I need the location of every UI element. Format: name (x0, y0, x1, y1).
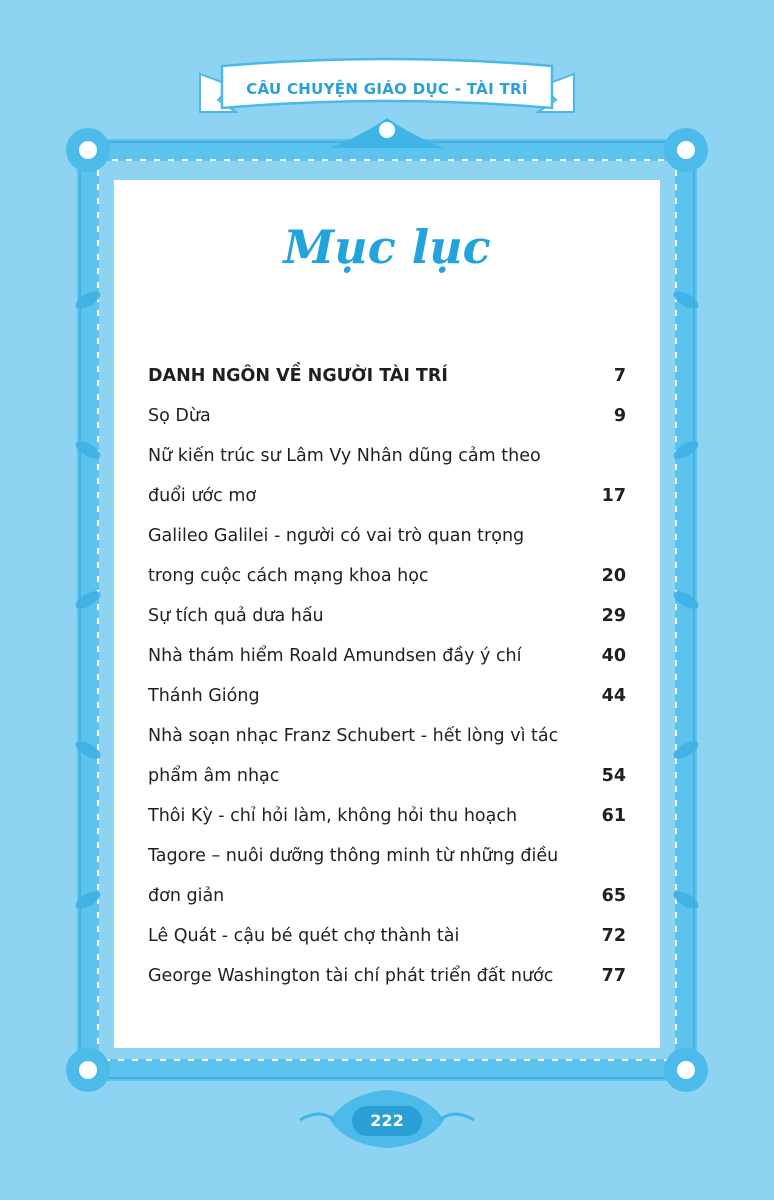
toc-entry-page: 65 (601, 886, 626, 906)
content-panel (114, 180, 660, 1048)
toc-entry-page: 7 (613, 366, 626, 386)
toc-entry[interactable] (148, 916, 626, 956)
toc-entry[interactable] (148, 956, 626, 996)
toc-entry-text: Lê Quát - cậu bé quét chợ thành tài (148, 926, 460, 946)
toc-entry-page: 77 (601, 966, 626, 986)
table-of-contents (148, 356, 626, 996)
toc-entry[interactable] (148, 516, 626, 596)
toc-entry-page: 29 (601, 606, 626, 626)
page-number: 222 (370, 1111, 404, 1130)
toc-entry[interactable] (148, 436, 626, 516)
toc-entry[interactable] (148, 836, 626, 916)
toc-entry[interactable] (148, 596, 626, 636)
toc-entry[interactable] (148, 716, 626, 796)
toc-entry[interactable] (148, 356, 626, 396)
toc-entry[interactable] (148, 676, 626, 716)
toc-entry-text: Nhà soạn nhạc Franz Schubert - hết lòng vì tác phẩm âm nhạc (148, 726, 559, 786)
toc-entry[interactable] (148, 636, 626, 676)
toc-entry-text: George Washington tài chí phát triển đất nước (148, 966, 554, 986)
toc-entry-text: DANH NGÔN VỀ NGƯỜI TÀI TRÍ (148, 366, 448, 386)
toc-entry-page: 40 (601, 646, 626, 666)
toc-entry-page: 17 (601, 486, 626, 506)
page-title: Mục lục (283, 220, 491, 274)
toc-entry-text: Sự tích quả dưa hấu (148, 606, 324, 626)
toc-entry-text: Nữ kiến trúc sư Lâm Vy Nhân dũng cảm theo đuổi ước mơ (148, 446, 541, 506)
series-title: CÂU CHUYỆN GIÁO DỤC - TÀI TRÍ (246, 80, 528, 98)
toc-entry-text: Nhà thám hiểm Roald Amundsen đầy ý chí (148, 646, 522, 666)
toc-entry-text: Sọ Dừa (148, 406, 211, 426)
toc-entry-text: Galileo Galilei - người có vai trò quan trọng trong cuộc cách mạng khoa học (148, 526, 525, 586)
toc-entry-text: Tagore – nuôi dưỡng thông minh từ những điều đơn giản (148, 846, 559, 906)
toc-entry-text: Thánh Gióng (148, 686, 260, 706)
toc-entry[interactable] (148, 796, 626, 836)
toc-entry-page: 61 (601, 806, 626, 826)
toc-entry-page: 9 (613, 406, 626, 426)
toc-entry-page: 72 (601, 926, 626, 946)
toc-entry-text: Thôi Kỳ - chỉ hỏi làm, không hỏi thu hoạch (148, 806, 518, 826)
toc-entry-page: 54 (601, 766, 626, 786)
toc-entry-page: 44 (601, 686, 626, 706)
toc-entry[interactable] (148, 396, 626, 436)
toc-entry-page: 20 (601, 566, 626, 586)
